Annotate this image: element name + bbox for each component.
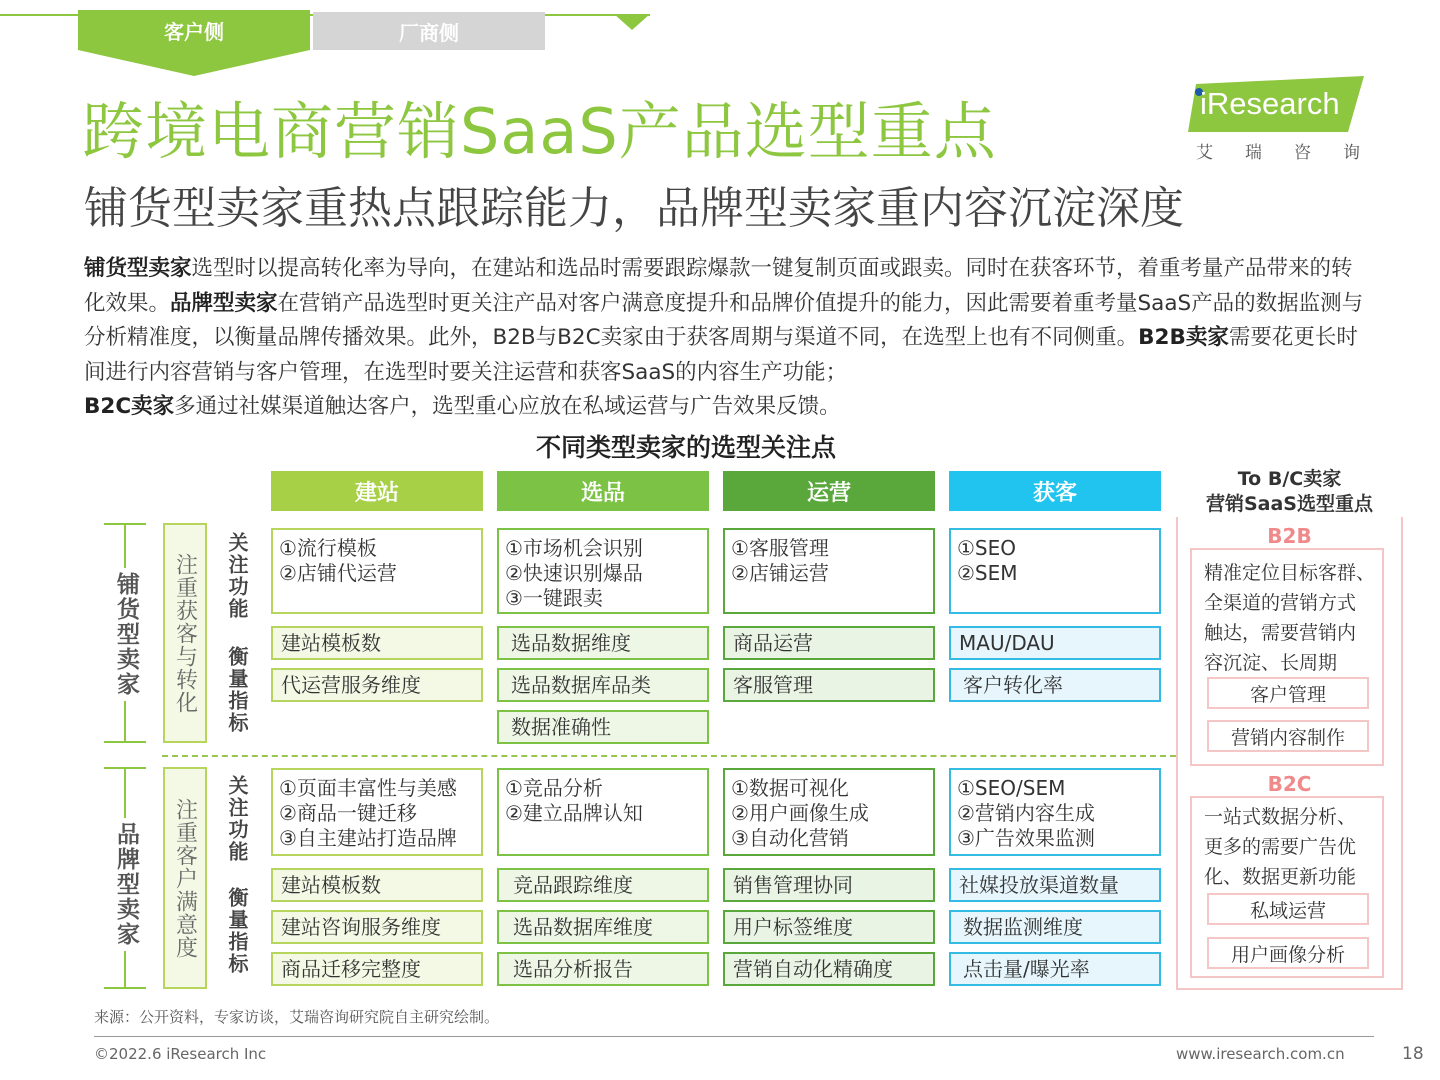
- b2b-line: 触达，需要营销内: [1204, 622, 1357, 644]
- brand-seller-label: 品牌型卖家: [110, 818, 143, 951]
- dist-metric: 商品运营: [723, 626, 935, 660]
- right-title-line1: To B/C卖家: [1237, 468, 1342, 490]
- feature-line: ③广告效果监测: [957, 826, 1095, 850]
- b2b-description: [1204, 558, 1376, 678]
- right-title-line2: 营销SaaS选型重点: [1205, 493, 1373, 515]
- header-site: 建站: [271, 471, 483, 511]
- b2c-user-persona: 用户画像分析: [1207, 937, 1369, 969]
- feature-line: ①页面丰富性与美感: [279, 776, 457, 800]
- header-product: 选品: [497, 471, 709, 511]
- brand-metric: 竞品跟踪维度: [497, 868, 709, 902]
- feature-line: ③一键跟卖: [505, 586, 603, 610]
- feature-line: ②店铺代运营: [279, 561, 397, 585]
- feature-line: ②快速识别爆品: [505, 561, 643, 585]
- dist-feature-site: [271, 528, 483, 614]
- b2c-line: 化、数据更新功能: [1204, 866, 1357, 888]
- feature-line: ②营销内容生成: [957, 801, 1095, 825]
- dist-feature-product: [497, 528, 709, 614]
- footer-divider: [94, 1036, 1374, 1037]
- brand-metric: 销售管理协同: [723, 868, 935, 902]
- table-title: 不同类型卖家的选型关注点: [536, 433, 837, 462]
- brand-metric: 点击量/曝光率: [949, 952, 1161, 986]
- brand-metric: 建站咨询服务维度: [271, 910, 483, 944]
- b2b-content-production: 营销内容制作: [1207, 720, 1369, 752]
- feature-line: ③自动化营销: [731, 826, 849, 850]
- para-text-1: 选型时以提高转化率为导向，在建站和选品时需要跟踪爆款一键复制页面或跟卖。同时在获客环节，着重考量产品带来的转化效果。: [84, 256, 1353, 316]
- dist-metric: 数据准确性: [497, 710, 709, 744]
- header-acquisition: 获客: [949, 471, 1161, 511]
- brand-focus-box: 注重客户满意度: [163, 767, 207, 989]
- tab-client[interactable]: 客户侧: [78, 10, 310, 50]
- logo-text: iResearch: [1200, 86, 1340, 121]
- brand-feature-acquisition: [949, 768, 1161, 856]
- label-metrics-1: 衡量指标: [225, 646, 249, 734]
- brand-metric: 建站模板数: [271, 868, 483, 902]
- brand-metric: 营销自动化精确度: [723, 952, 935, 986]
- feature-line: ②店铺运营: [731, 561, 829, 585]
- copyright: ©2022.6 iResearch Inc: [94, 1045, 267, 1063]
- tab-vendor[interactable]: 厂商侧: [313, 12, 545, 50]
- brand-metric: 用户标签维度: [723, 910, 935, 944]
- dist-metric: 代运营服务维度: [271, 668, 483, 702]
- brand-feature-site: [271, 768, 483, 856]
- dist-metric: 选品数据库品类: [497, 668, 709, 702]
- feature-line: ②用户画像生成: [731, 801, 869, 825]
- distribution-seller-label: 铺货型卖家: [110, 568, 143, 701]
- bracket-bottom-cap2: [104, 987, 146, 989]
- para-bold-2: 品牌型卖家: [170, 290, 278, 316]
- bracket-top-cap: [104, 523, 146, 525]
- feature-line: ①SEO/SEM: [957, 776, 1066, 800]
- page-subtitle: 铺货型卖家重热点跟踪能力，品牌型卖家重内容沉淀深度: [84, 183, 1184, 234]
- dist-feature-operation: [723, 528, 935, 614]
- para-text-2: 在营销产品选型时更关注产品对客户满意度提升和品牌价值提升的能力，因此需要着重考量SaaS产品的数据监测与分析精准度，以衡量品牌传播效果。此外，B2B与B2C卖家由于获客周期与渠道不同，在选型上也有不同侧重。: [84, 290, 1364, 350]
- brand-feature-product: [497, 768, 709, 856]
- para-text-4: 多通过社媒渠道触达客户，选型重心应放在私域运营与广告效果反馈。: [174, 394, 841, 419]
- para-bold-4: B2C卖家: [84, 394, 175, 419]
- dist-metric: 客户转化率: [949, 668, 1161, 702]
- top-arrow-icon: [614, 14, 650, 30]
- para-bold-1: 铺货型卖家: [84, 256, 192, 281]
- page-number: 18: [1402, 1044, 1424, 1064]
- b2c-private-domain: 私域运营: [1207, 893, 1369, 925]
- source-note: 来源：公开资料，专家访谈，艾瑞咨询研究院自主研究绘制。: [94, 1008, 500, 1026]
- bracket-bottom-cap: [104, 767, 146, 769]
- feature-line: ①数据可视化: [731, 776, 849, 800]
- header-operation: 运营: [723, 471, 935, 511]
- dist-metric: MAU/DAU: [949, 626, 1161, 660]
- dist-metric: 选品数据维度: [497, 626, 709, 660]
- dist-metric: 建站模板数: [271, 626, 483, 660]
- feature-line: ③自主建站打造品牌: [279, 826, 457, 850]
- intro-paragraph: [84, 252, 1374, 425]
- b2b-line: 精准定位目标客群、: [1204, 562, 1376, 584]
- b2b-line: 全渠道的营销方式: [1204, 592, 1357, 614]
- b2c-description: [1204, 802, 1376, 892]
- b2c-tag: B2C: [1267, 772, 1312, 796]
- bracket-top-cap2: [104, 741, 146, 743]
- brand-metric: 数据监测维度: [949, 910, 1161, 944]
- distribution-focus-box: 注重获客与转化: [163, 523, 207, 743]
- logo-chinese: 艾瑞咨询: [1196, 143, 1392, 163]
- label-focus-features-1: 关注功能: [225, 532, 249, 620]
- b2b-line: 容沉淀、长周期: [1204, 652, 1338, 674]
- para-text-3: 需要花更长时间进行内容营销与客户管理，在选型时要关注运营和获客SaaS的内容生产功能；: [84, 325, 1358, 385]
- feature-line: ①流行模板: [279, 536, 377, 560]
- feature-line: ①市场机会识别: [505, 536, 643, 560]
- brand-metric: 商品迁移完整度: [271, 952, 483, 986]
- brand-metric: 选品数据库维度: [497, 910, 709, 944]
- feature-line: ①客服管理: [731, 536, 829, 560]
- dist-metric: 客服管理: [723, 668, 935, 702]
- b2b-customer-management: 客户管理: [1207, 677, 1369, 709]
- label-metrics-2: 衡量指标: [225, 887, 249, 975]
- b2c-line: 一站式数据分析、: [1204, 806, 1357, 828]
- tab-client-pointer: [78, 50, 310, 76]
- b2c-line: 更多的需要广告优: [1204, 836, 1357, 858]
- feature-line: ②商品一键迁移: [279, 801, 417, 825]
- row-divider: [162, 755, 1176, 757]
- feature-line: ①竞品分析: [505, 776, 603, 800]
- feature-line: ①SEO: [957, 536, 1017, 560]
- b2b-tag: B2B: [1267, 524, 1312, 548]
- page-title: 跨境电商营销SaaS产品选型重点: [82, 95, 997, 168]
- brand-metric: 社媒投放渠道数量: [949, 868, 1161, 902]
- brand-feature-operation: [723, 768, 935, 856]
- right-panel-title: [1176, 467, 1403, 517]
- para-bold-3: B2B卖家: [1138, 325, 1229, 350]
- label-focus-features-2: 关注功能: [225, 775, 249, 863]
- brand-metric: 选品分析报告: [497, 952, 709, 986]
- feature-line: ②建立品牌认知: [505, 801, 643, 825]
- feature-line: ②SEM: [957, 561, 1018, 585]
- website-link[interactable]: www.iresearch.com.cn: [1176, 1045, 1345, 1063]
- dist-feature-acquisition: [949, 528, 1161, 614]
